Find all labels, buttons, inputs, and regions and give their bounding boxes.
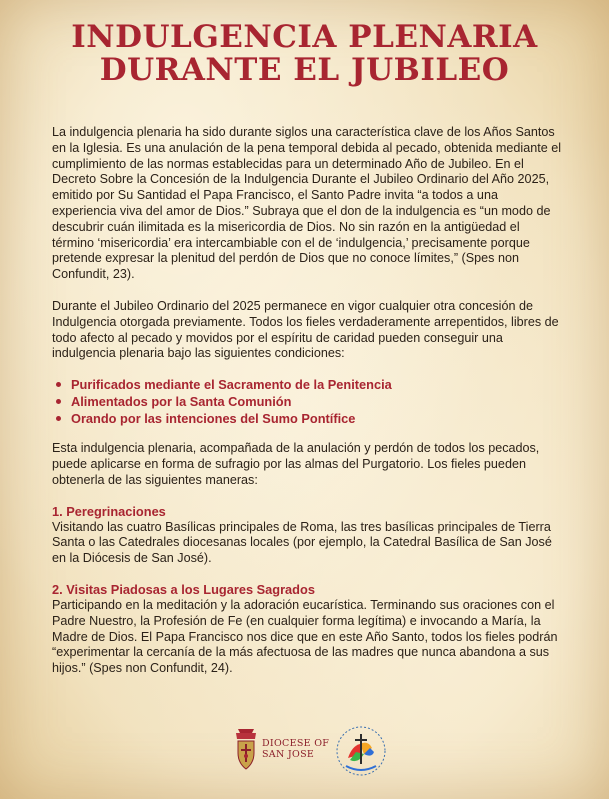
section-heading: 1. Peregrinaciones [52,503,166,519]
condition-item: Orando por las intenciones del Sumo Pontífice [52,410,562,427]
diocese-name-line1: DIOCESE OF [262,738,330,749]
section-pilgrimages [52,504,562,567]
condition-item: Purificados mediante el Sacramento de la Penitencia [52,376,562,393]
purgatory-paragraph: Esta indulgencia plenaria, acompañada de la anulación y perdón de todos los pecados, puede aplicarse en forma de sufragio por las almas del Purgatorio. Los fieles pueden obtenerla de las siguientes maneras: [52,441,540,487]
section-body: Visitando las cuatro Basílicas principales de Roma, las tres basílicas principales de Tierra Santa o las Catedrales diocesanas locales (por ejemplo, la Catedral Basílica de San José en la Diócesis de San José). [52,519,552,566]
intro-paragraph-1: La indulgencia plenaria ha sido durante siglos una característica clave de los Años Santos en la Iglesia. Es una anulación de la pena temporal debida al pecado, obtenida mediante el cumplimiento de las normas establecidas para un determinado Año de Jubileo. En el Decreto Sobre la Concesión de la Indulgencia Durante el Jubileo Ordinario del Año 2025, emitido por Su Santidad el Papa Francisco, el Santo Padre invita “a todos a una experiencia viva del amor de Dios.” Subraya que el don de la indulgencia es “un modo de descubrir cuán ilimitada es la misericordia de Dios. No sin razón en la antigüedad el término ‘misericordia’ era intercambiable con el de ‘indulgencia,’ precisamente porque pretende expresar la plenitud del perdón de Dios que no conoce límites,” (Spes non Confundit, 23). [52,125,562,282]
condition-item: Alimentados por la Santa Comunión [52,393,562,410]
document-body [52,125,562,692]
page-title-line1: INDULGENCIA PLENARIA [71,19,538,55]
diocese-name-line2: SAN JOSE [262,749,315,760]
diocese-crest-icon [234,727,258,771]
section-body: Participando en la meditación y la adoración eucarística. Terminando sus oraciones con el Padre Nuestro, la Profesión de Fe (en cualquier forma legítima) e invocando a María, la Madre de Dios. El Papa Francisco nos dice que en este Año Santo, todos los fieles podrán “experimentar la cercanía de la más afectuosa de las madres que nunca abandona a sus hijos.” (Spes non Confundit, 24). [52,597,558,676]
page-title-line2: DURANTE EL JUBILEO [99,52,510,88]
section-pious-visits [52,582,562,677]
diocese-name [262,738,329,760]
jubilee-2025-logo-icon [330,724,392,778]
footer [0,722,609,782]
intro-paragraph-2: Durante el Jubileo Ordinario del 2025 permanece en vigor cualquier otra concesión de Indulgencia otorgada previamente. Todos los fieles verdaderamente arrepentidos, libres de todo afecto al pecado y movidos por el espíritu de caridad pueden conseguir una indulgencia plenaria bajo las siguientes condiciones: [52,298,559,361]
conditions-list [52,376,562,427]
section-heading: 2. Visitas Piadosas a los Lugares Sagrados [52,581,315,597]
